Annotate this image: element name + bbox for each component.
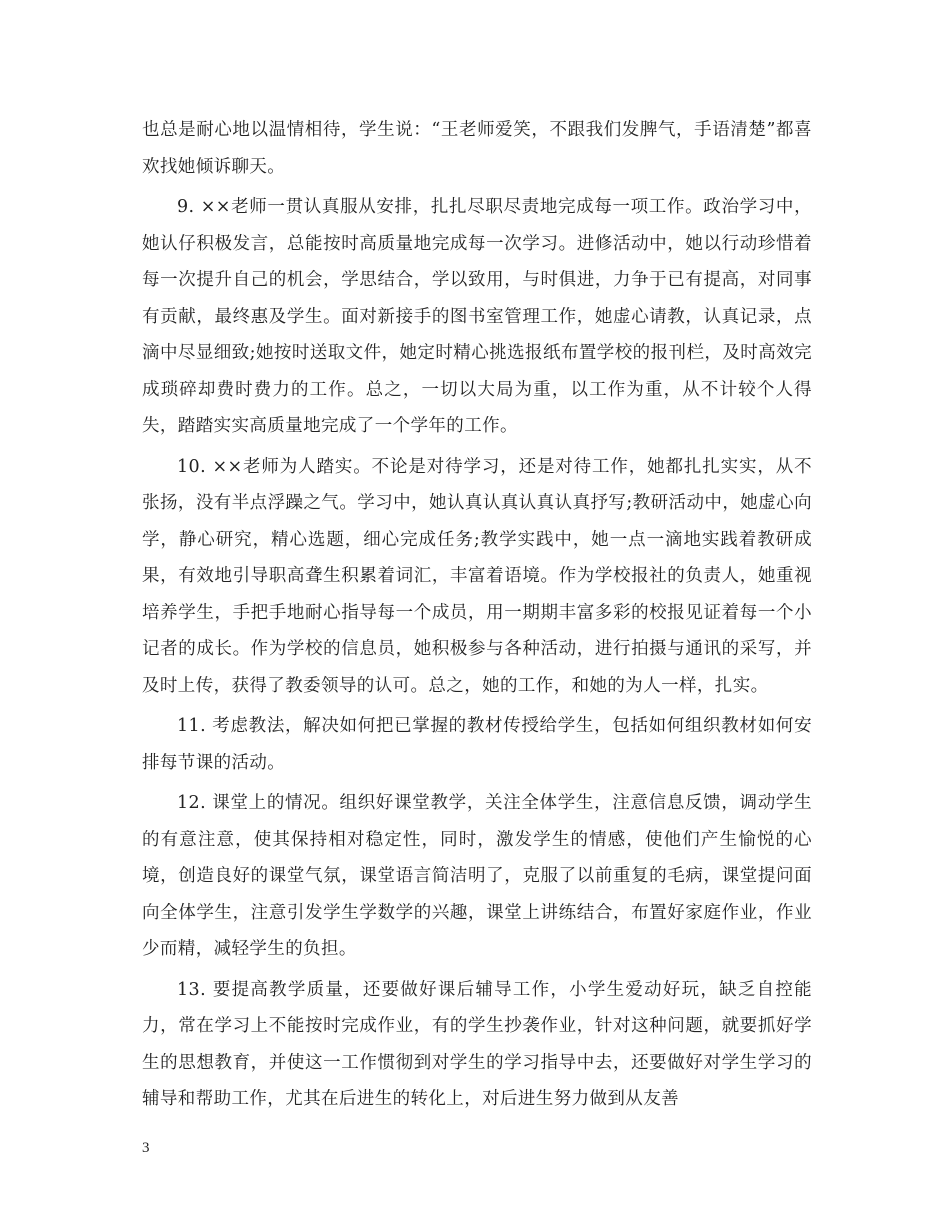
document-body xyxy=(142,112,812,1122)
paragraph-item-12: 12. 课堂上的情况。组织好课堂教学，关注全体学生，注意信息反馈，调动学生的有意注意，使其保持相对稳定性，同时，激发学生的情感，使他们产生愉悦的心境，创造良好的课堂气氛，课堂语言简洁明了，克服了以前重复的毛病，课堂提问面向全体学生，注意引发学生学数学的兴趣，课堂上讲练结合，布置好家庭作业，作业少而精，减轻学生的负担。 xyxy=(142,793,812,959)
paragraph-item-13: 13. 要提高教学质量，还要做好课后辅导工作，小学生爱动好玩，缺乏自控能力，常在学习上不能按时完成作业，有的学生抄袭作业，针对这种问题，就要抓好学生的思想教育，并使这一工作惯彻到对学生的学习指导中去，还要做好对学生学习的辅导和帮助工作，尤其在后进生的转化上，对后进生努力做到从友善 xyxy=(142,979,812,1109)
paragraph-continuation: 也总是耐心地以温情相待，学生说：“王老师爱笑，不跟我们发脾气，手语清楚”都喜欢找她倾诉聊天。 xyxy=(142,120,812,177)
paragraph-item-9: 9. ××老师一贯认真服从安排，扎扎尽职尽责地完成每一项工作。政治学习中，她认仔积极发言，总能按时高质量地完成每一次学习。进修活动中，她以行动珍惜着每一次提升自己的机会，学思结合，学以致用，与时俱进，力争于已有提高，对同事有贡献，最终惠及学生。面对新接手的图书室管理工作，她虚心请教，认真记录，点滴中尽显细致;她按时送取文件，她定时精心挑选报纸布置学校的报刊栏，及时高效完成琐碎却费时费力的工作。总之，一切以大局为重，以工作为重，从不计较个人得失，踏踏实实高质量地完成了一个学年的工作。 xyxy=(142,197,812,436)
paragraph-item-10: 10. ××老师为人踏实。不论是对待学习，还是对待工作，她都扎扎实实，从不张扬，没有半点浮躁之气。学习中，她认真认真认真认真抒写;教研活动中，她虚心向学，静心研究，精心选题，细心完成任务;教学实践中，她一点一滴地实践着教研成果，有效地引导职高聋生积累着词汇，丰富着语境。作为学校报社的负责人，她重视培养学生，手把手地耐心指导每一个成员，用一期期丰富多彩的校报见证着每一个小记者的成长。作为学校的信息员，她积极参与各种活动，进行拍摄与通讯的采写，并及时上传，获得了教委领导的认可。总之，她的工作，和她的为人一样，扎实。 xyxy=(142,456,812,696)
paragraph-item-11: 11. 考虑教法，解决如何把已掌握的教材传授给学生，包括如何组织教材如何安排每节课的活动。 xyxy=(142,716,812,773)
page-number: 3 xyxy=(142,1140,150,1156)
